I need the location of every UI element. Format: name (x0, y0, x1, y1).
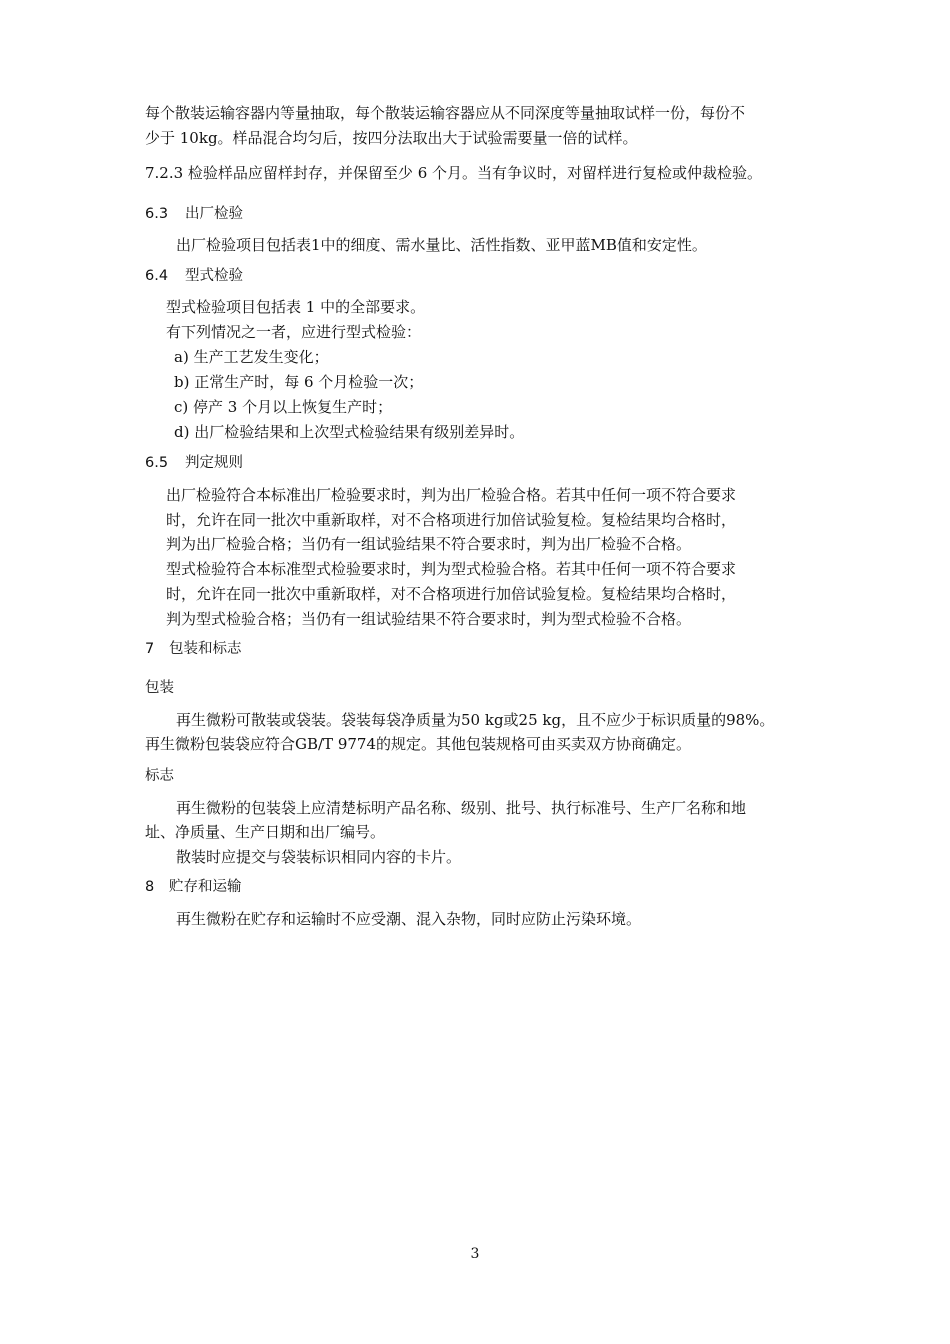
section-heading-6-5 (145, 453, 243, 473)
subsection-heading-marking: 标志 (145, 768, 174, 784)
section-body: 时，允许在同一批次中重新取样，对不合格项进行加倍试验复检。复检结果均合格时， (166, 585, 737, 603)
page-number: 3 (470, 1246, 480, 1262)
section-title: 型式检验 (185, 268, 243, 284)
section-body: 判为出厂检验合格；当仍有一组试验结果不符合要求时，判为出厂检验不合格。 (166, 535, 692, 553)
section-number: 6.4 (145, 268, 169, 284)
list-item: d) 出厂检验结果和上次型式检验结果有级别差异时。 (174, 423, 525, 441)
subsection-heading-packaging: 包装 (145, 680, 174, 696)
section-title: 判定规则 (185, 455, 243, 471)
text-line: 少于 10kg。样品混合均匀后，按四分法取出大于试验需要量一倍的试样。 (145, 129, 638, 147)
section-number: 6.5 (145, 455, 169, 471)
clause-7-2-3: 7.2.3 检验样品应留样封存，并保留至少 6 个月。当有争议时，对留样进行复检或仲裁检验。 (145, 164, 763, 182)
text-line: 每个散装运输容器内等量抽取，每个散装运输容器应从不同深度等量抽取试样一份，每份不 (145, 104, 746, 122)
section-number: 7 (145, 641, 155, 657)
section-number: 8 (145, 879, 155, 895)
section-title: 贮存和运输 (169, 879, 242, 895)
section-number: 6.3 (145, 206, 169, 222)
section-body: 型式检验符合本标准型式检验要求时，判为型式检验合格。若其中任何一项不符合要求 (166, 560, 737, 578)
list-item: c) 停产 3 个月以上恢复生产时； (174, 398, 393, 416)
section-heading-6-3 (145, 204, 243, 224)
section-body: 时，允许在同一批次中重新取样，对不合格项进行加倍试验复检。复检结果均合格时， (166, 511, 737, 529)
list-item: a) 生产工艺发生变化； (174, 348, 329, 366)
section-body: 再生微粉的包装袋上应清楚标明产品名称、级别、批号、执行标准号、生产厂名称和地 (176, 799, 747, 817)
section-body: 再生微粉在贮存和运输时不应受潮、混入杂物，同时应防止污染环境。 (176, 910, 642, 928)
section-body: 址、净质量、生产日期和出厂编号。 (145, 823, 386, 841)
section-heading-8 (145, 877, 242, 897)
list-item: b) 正常生产时，每 6 个月检验一次； (174, 373, 424, 391)
section-heading-6-4 (145, 266, 243, 286)
section-title: 出厂检验 (185, 206, 243, 222)
section-body: 判为型式检验合格；当仍有一组试验结果不符合要求时，判为型式检验不合格。 (166, 610, 692, 628)
section-heading-7 (145, 639, 242, 659)
section-body: 再生微粉包装袋应符合GB/T 9774的规定。其他包装规格可由买卖双方协商确定。 (145, 735, 692, 753)
section-body: 散装时应提交与袋装标识相同内容的卡片。 (176, 848, 462, 866)
section-body: 有下列情况之一者，应进行型式检验： (166, 323, 422, 341)
section-body: 型式检验项目包括表 1 中的全部要求。 (166, 298, 426, 316)
section-body: 出厂检验项目包括表1中的细度、需水量比、活性指数、亚甲蓝MB值和安定性。 (176, 236, 707, 254)
section-body: 出厂检验符合本标准出厂检验要求时，判为出厂检验合格。若其中任何一项不符合要求 (166, 486, 737, 504)
section-title: 包装和标志 (169, 641, 242, 657)
section-body: 再生微粉可散装或袋装。袋装每袋净质量为50 kg或25 kg，且不应少于标识质量的98%。 (176, 711, 775, 729)
